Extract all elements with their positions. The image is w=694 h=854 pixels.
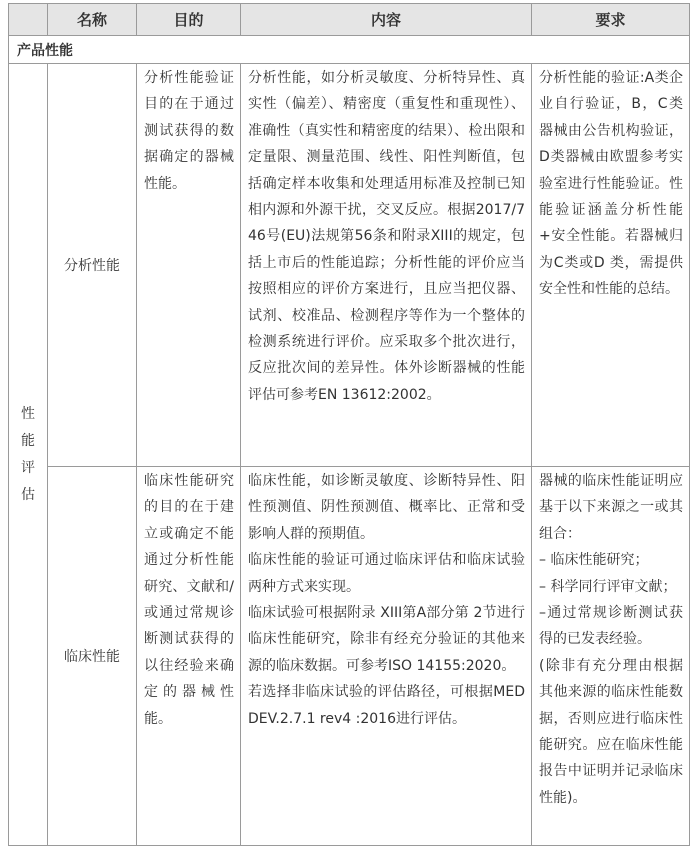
group-label-char: 评 xyxy=(21,459,35,476)
row-name-cell: 临床性能 xyxy=(48,467,137,846)
content-paragraph: 临床试验可根据附录 XIII第A部分第 2节进行临床性能研究，除非有经充分验证的其他来源的临床数据。可参考ISO 14155:2020。 xyxy=(248,605,525,674)
content-paragraph: 临床性能的验证可通过临床评估和临床试验两种方式来实现。 xyxy=(248,552,525,595)
header-requirement-cell: 要求 xyxy=(532,4,690,36)
requirement-paragraph: –通过常规诊断测试获得的已发表经验。 xyxy=(539,605,683,648)
header-purpose-cell: 目的 xyxy=(137,4,241,36)
row-requirement-cell xyxy=(532,467,690,846)
requirement-paragraph: – 科学同行评审文献； xyxy=(539,578,677,595)
group-label-char: 性 xyxy=(21,405,35,422)
row-content-text: 分析性能，如分析灵敏度、分析特异性、真实性（偏差）、精密度（重复性和重现性）、准确性（真实性和精密度的结果）、检出限和定量限、测量范围、线性、阳性判断值，包括确定样本收集和处理适用标准及控制已知相内源和外源干扰，交叉反应。根据2017/746号(EU)法规第56条和附录XIII的规定，包括上市后的性能追踪；分析性能的评价应当按照相应的评价方案进行，且应当把仪器、试剂、校准品、检测程序等作为一个整体的检测系统进行评价。应采取多个批次进行，反应批次间的差异性。体外诊断器械的性能评估可参考EN 13612:2002。 xyxy=(248,70,525,403)
row-requirement-text: 分析性能的验证:A类企业自行验证，B，C类器械由公告机构验证，D类器械由欧盟参考实验室进行性能验证。性能验证涵盖分析性能+安全性能。若器械归为C类或D 类，需提供安全性和性能的总结。 xyxy=(539,70,683,298)
content-paragraph: 若选择非临床试验的评估路径，可根据MEDDEV.2.7.1 rev4 :2016进行评估。 xyxy=(248,684,525,727)
requirement-paragraph: – 临床性能研究； xyxy=(539,552,649,569)
row-purpose-cell xyxy=(137,467,241,846)
group-vertical-label xyxy=(9,401,47,509)
requirements-table xyxy=(8,3,690,846)
clipped-caption xyxy=(0,0,694,2)
content-paragraph: 临床性能，如诊断灵敏度、诊断特异性、阳性预测值、阴性预测值、概率比、正常和受影响人群的预期值。 xyxy=(248,473,525,542)
row-purpose-cell xyxy=(137,64,241,467)
requirement-paragraph: (除非有充分理由根据其他来源的临床性能数据，否则应进行临床性能研究。应在临床性能报告中证明并记录临床性能)。 xyxy=(539,657,683,806)
requirement-paragraph: 器械的临床性能证明应基于以下来源之一或其组合： xyxy=(539,473,683,542)
table-row-clinical xyxy=(9,467,690,846)
group-label-char: 估 xyxy=(21,486,35,503)
group-label-char: 能 xyxy=(21,432,35,449)
group-label-cell xyxy=(9,64,48,846)
header-group-cell xyxy=(9,4,48,36)
row-requirement-cell xyxy=(532,64,690,467)
table-row-analytic xyxy=(9,64,690,467)
header-name-cell: 名称 xyxy=(48,4,137,36)
section-title: 产品性能 xyxy=(9,36,690,64)
row-content-text xyxy=(241,467,531,734)
section-row xyxy=(9,36,690,64)
row-name-cell: 分析性能 xyxy=(48,64,137,467)
row-purpose-text: 分析性能验证目的在于通过测试获得的数据确定的器械性能。 xyxy=(144,70,234,192)
row-requirement-text xyxy=(532,467,689,813)
row-content-cell xyxy=(241,467,532,846)
row-content-cell xyxy=(241,64,532,467)
table-header-row xyxy=(9,4,690,36)
row-purpose-text: 临床性能研究的目的在于建立或确定不能通过分析性能研究、文献和/或通过常规诊断测试获得的以往经验来确定的器械性能。 xyxy=(144,473,234,727)
header-content-cell: 内容 xyxy=(241,4,532,36)
